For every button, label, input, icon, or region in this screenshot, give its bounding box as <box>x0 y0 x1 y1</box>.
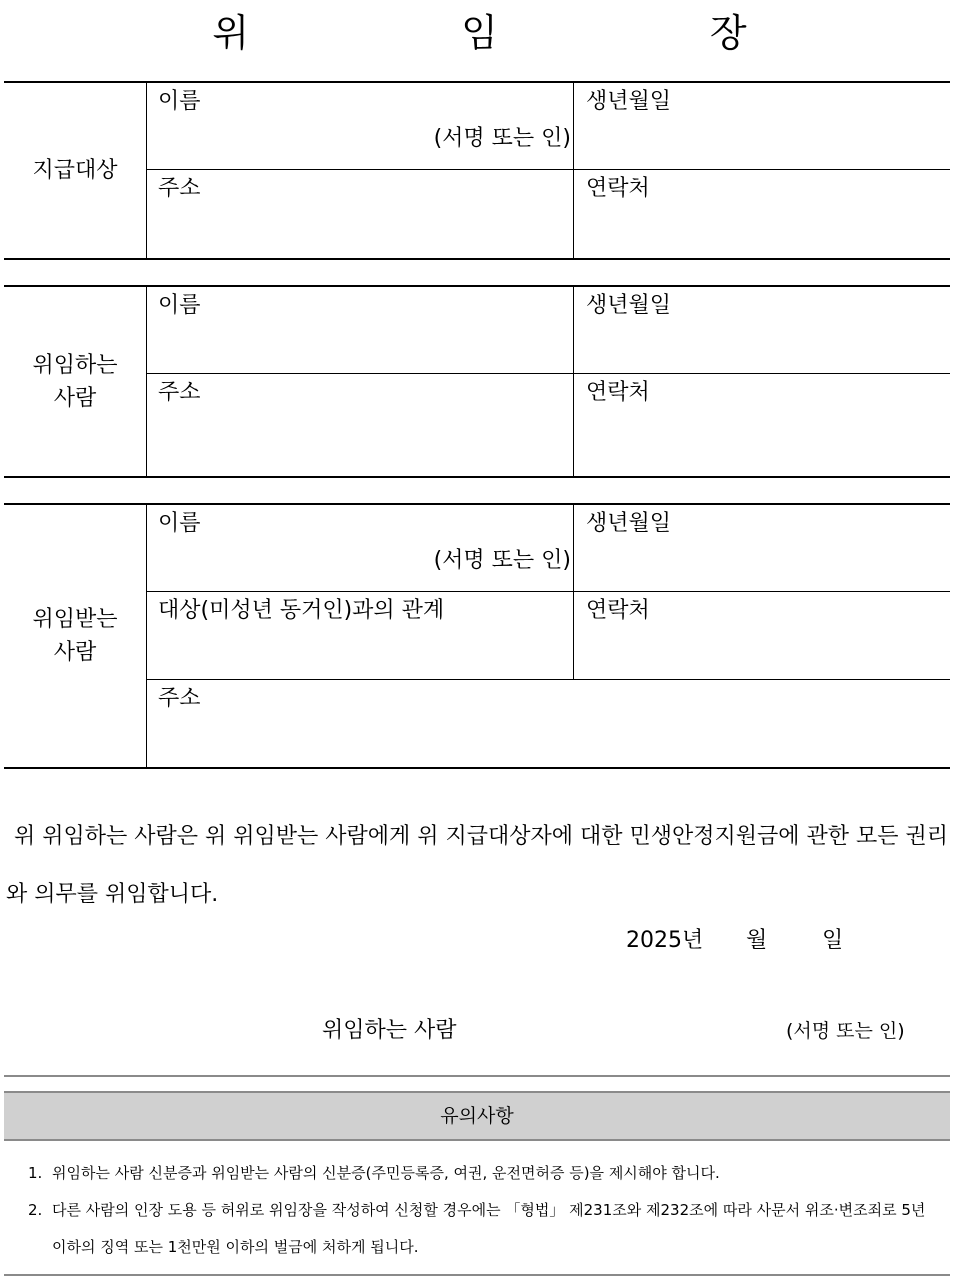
delegate-section <box>4 503 950 769</box>
target-name-label: 이름 <box>158 89 201 114</box>
delegation-statement: 위 위임하는 사람은 위 위임받는 사람에게 위 지급대상자에 대한 민생안정지원금에 관한 모든 권리와 의무를 위임합니다. <box>6 824 949 907</box>
delegate-contact-field[interactable] <box>574 592 950 680</box>
target-address-field[interactable] <box>146 170 574 258</box>
target-signature-note: (서명 또는 인) <box>433 126 571 151</box>
delegator-section <box>4 285 950 478</box>
delegator-label: 위임하는 사람 <box>4 287 147 476</box>
note-number: 1. <box>28 1164 43 1182</box>
delegator-birthdate-label: 생년월일 <box>586 293 672 318</box>
note-text: 다른 사람의 인장 도용 등 허위로 위임장을 작성하여 신청할 경우에는 「형법」 제231조와 제232조에 따라 사문서 위조·변조죄로 5년 이하의 징역 또는 1천만원 이하의 벌금에 처하게 됩니다. <box>52 1201 926 1256</box>
delegator-name-field[interactable] <box>146 287 574 374</box>
target-birthdate-label: 생년월일 <box>586 89 672 114</box>
delegate-contact-label: 연락처 <box>586 598 650 623</box>
target-contact-label: 연락처 <box>586 176 650 201</box>
payment-target-label: 지급대상 <box>4 83 147 258</box>
delegator-address-field[interactable] <box>146 374 574 476</box>
delegate-birthdate-label: 생년월일 <box>586 511 672 536</box>
delegator-birthdate-field[interactable] <box>574 287 950 374</box>
target-contact-field[interactable] <box>574 170 950 258</box>
note-number: 2. <box>28 1201 43 1219</box>
target-address-label: 주소 <box>158 176 201 201</box>
delegate-signature-note: (서명 또는 인) <box>433 548 571 573</box>
date-year[interactable]: 2025년 <box>626 928 704 953</box>
notes-list <box>28 1155 943 1266</box>
delegator-contact-label: 연락처 <box>586 380 650 405</box>
delegate-label: 위임받는 사람 <box>4 505 147 767</box>
note-item <box>28 1192 943 1266</box>
delegator-sign-label: 위임하는 사람 <box>322 1018 457 1043</box>
date-month[interactable]: 월 <box>746 928 768 953</box>
document-title: 위 임 장 <box>212 11 847 55</box>
note-text: 위임하는 사람 신분증과 위임받는 사람의 신분증(주민등록증, 여권, 운전면허증 등)을 제시해야 합니다. <box>52 1164 720 1182</box>
delegator-contact-field[interactable] <box>574 374 950 476</box>
delegate-name-label: 이름 <box>158 511 201 536</box>
delegate-address-field[interactable] <box>146 680 950 767</box>
delegate-relation-label: 대상(미성년 동거인)과의 관계 <box>158 598 445 623</box>
delegator-name-label: 이름 <box>158 293 201 318</box>
note-item <box>28 1155 943 1192</box>
delegate-name-field[interactable] <box>146 505 574 592</box>
target-birthdate-field[interactable] <box>574 83 950 170</box>
delegator-address-label: 주소 <box>158 380 201 405</box>
delegate-relation-field[interactable] <box>146 592 574 680</box>
date-day[interactable]: 일 <box>822 928 844 953</box>
delegator-signature-note[interactable]: (서명 또는 인) <box>786 1020 905 1042</box>
delegate-address-label: 주소 <box>158 686 201 711</box>
payment-target-section <box>4 81 950 260</box>
target-name-field[interactable] <box>146 83 574 170</box>
notes-divider-bottom <box>4 1274 950 1276</box>
notes-divider-top <box>4 1075 950 1077</box>
notes-heading: 유의사항 <box>4 1091 950 1141</box>
delegate-birthdate-field[interactable] <box>574 505 950 592</box>
